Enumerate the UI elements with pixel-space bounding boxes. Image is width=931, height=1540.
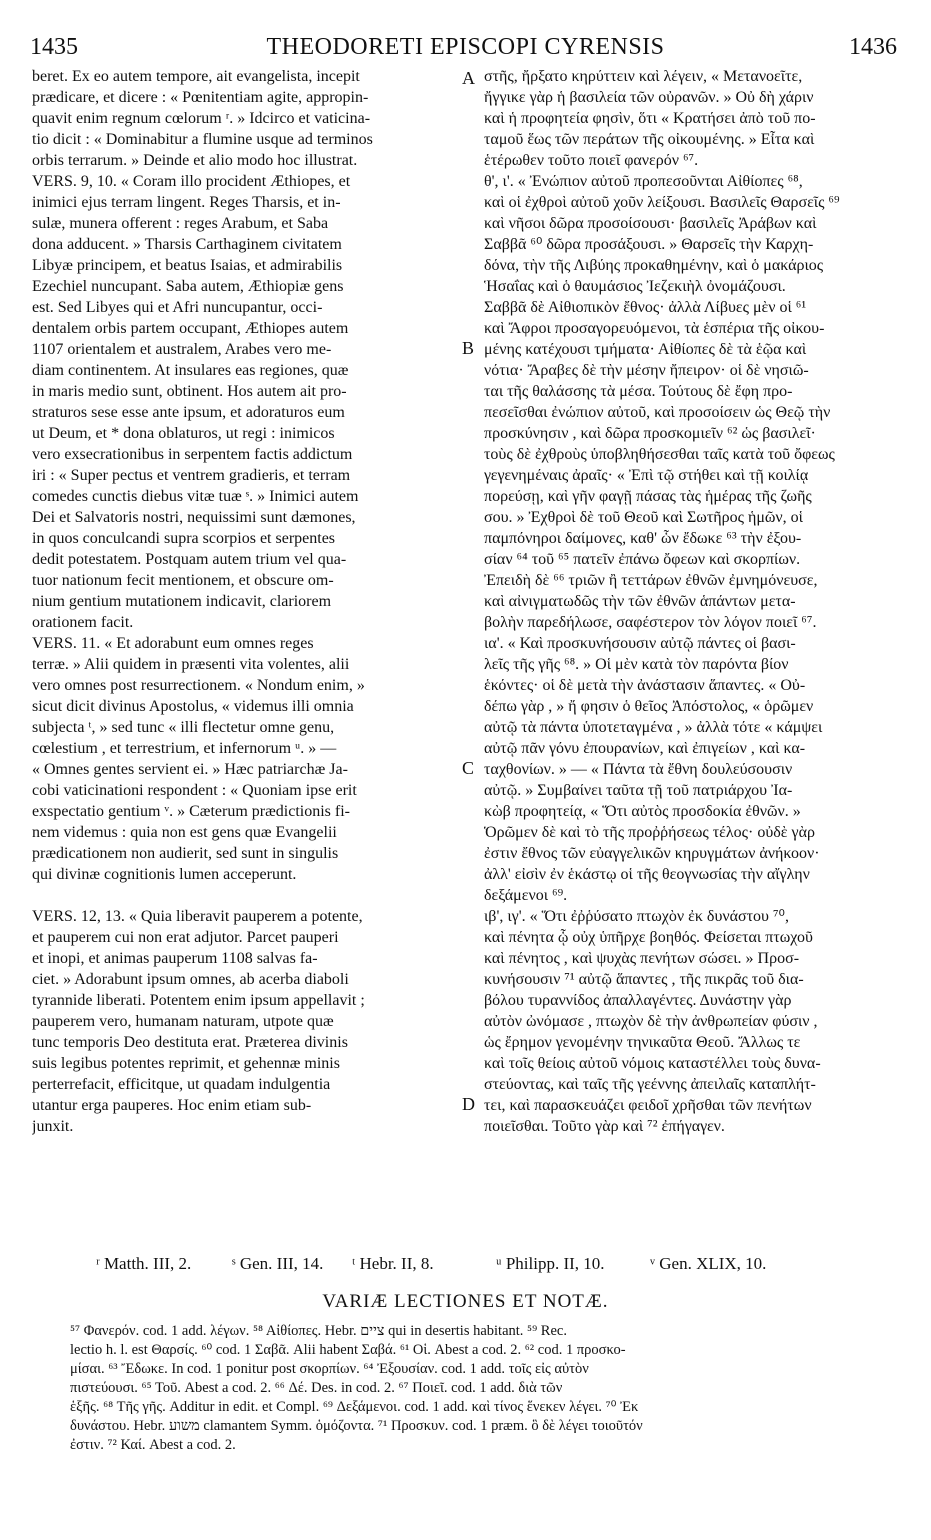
latin-line: straturos sese esse ante ipsum, et adoraturos eum xyxy=(32,404,345,421)
latin-line: vero omnes post resurrectionem. « Nondum enim, » xyxy=(32,677,365,694)
latin-line: quavit enim regnum cœlorum ʳ. » Idcirco et vaticina- xyxy=(32,110,371,127)
latin-line: Dei et Salvatoris nostri, nequissimi sunt dæmones, xyxy=(32,509,356,526)
latin-line: perterrefacit, efficitque, ut quadam indulgentia xyxy=(32,1076,331,1093)
reference-item: ˢ Gen. III, 14. xyxy=(232,1254,324,1273)
greek-line: νότια· Ἄραβες δὲ τὴν μέσην ἤπειρον· οἱ δὲ νησιῶ- xyxy=(484,362,809,379)
greek-line: καὶ τοῖς θείοις αὐτοῦ νόμοις καταστέλλει τοὺς δυνα- xyxy=(484,1055,821,1072)
note-line: μίσαι. ⁶³ Ἔδωκε. In cod. 1 ponitur post σκορπίων. ⁶⁴ Ἐξουσίαν. cod. 1 add. τοῖς εἰς αὐτὸν xyxy=(70,1361,589,1377)
latin-line: prædicationem non audierit, sed sunt in singulis xyxy=(32,845,339,862)
greek-line: Σαββᾶ δὲ Αἰθιοπικὸν ἔθνος· ἀλλὰ Λίβυες μὲν οἱ ⁶¹ xyxy=(484,299,807,316)
latin-line: comedes cunctis diebus vitæ tuæ ˢ. » Inimici autem xyxy=(32,488,359,505)
greek-line: καὶ πένητος , καὶ ψυχὰς πενήτων σώσει. » Προσ- xyxy=(484,950,800,967)
greek-line: θ', ι'. « Ἐνώπιον αὐτοῦ προπεσοῦνται Αἰθίοπες ⁶⁸, xyxy=(484,173,803,190)
greek-line: γεγενημέναις ἀραῖς· « Ἐπὶ τῷ στήθει καὶ τῇ κοιλίᾳ xyxy=(484,467,809,484)
scripture-references xyxy=(0,1254,931,1276)
greek-line: ταχθονίων. » — « Πάντα τὰ ἔθνη δουλεύσουσιν xyxy=(484,761,793,778)
latin-line: ciet. » Adorabunt ipsum omnes, ab acerba diaboli xyxy=(32,971,349,988)
note-line: ⁵⁷ Φανερόν. cod. 1 add. λέγων. ⁵⁸ Αἰθίοπες. Hebr. ציים qui in desertis habitant. ⁵⁹ Rec. xyxy=(70,1323,567,1339)
latin-line: sulæ, munera offerent : reges Arabum, et Saba xyxy=(32,215,329,232)
greek-line: σου. » Ἐχθροὶ δὲ τοῦ Θεοῦ καὶ Σωτῆρος ἡμῶν, οἱ xyxy=(484,509,803,526)
note-line: ἑξῆς. ⁶⁸ Τῆς γῆς. Additur in edit. et Compl. ⁶⁹ Δεξάμενοι. cod. 1 add. καὶ τίνος ἕνεκεν λέγει. ⁷⁰ Ἐκ xyxy=(70,1399,639,1415)
latin-line: Libyæ principem, et beatus Isaias, et admirabilis xyxy=(32,257,343,274)
reference-item: ᵗ Hebr. II, 8. xyxy=(352,1254,434,1273)
greek-line: κὼβ προφητείᾳ, « Ὅτι αὐτὸς προσδοκία ἐθνῶν. » xyxy=(484,803,801,820)
greek-line: προσκύνησιν , καὶ δῶρα προσκομιεῖν ⁶² ὡς βασιλεῖ· xyxy=(484,425,816,442)
latin-line: orationem facit. xyxy=(32,614,134,631)
greek-line: αὐτῷ τὰ πάντα ὑποτεταγμένα , » ἀλλὰ τότε « κάμψει xyxy=(484,719,823,736)
latin-line: exspectatio gentium ᵛ. » Cæterum prædictionis fi- xyxy=(32,803,350,820)
latin-line: nem videmus : quia non est gens quæ Evangelii xyxy=(32,824,337,841)
greek-line: ιβ', ιγ'. « Ὅτι ἐῤῥύσατο πτωχὸν ἐκ δυνάστου ⁷⁰, xyxy=(484,908,789,925)
latin-line: dedit potestatem. Postquam autem trium vel qua- xyxy=(32,551,347,568)
page-number-left: 1435 xyxy=(30,34,78,60)
greek-line: ια'. « Καὶ προσκυνήσουσιν αὐτῷ πάντες οἱ βασι- xyxy=(484,635,796,652)
greek-line: καὶ νῆσοι δῶρα προσοίσουσι· βασιλεῖς Ἀράβων καὶ xyxy=(484,215,817,232)
reference-item: ʳ Matth. III, 2. xyxy=(96,1254,192,1273)
greek-line: ἤγγικε γὰρ ἡ βασιλεία τῶν οὐρανῶν. » Οὐ δὴ χάριν xyxy=(484,89,814,106)
greek-line: ται τῆς θαλάσσης τὰ μέσα. Τούτους δὲ ἔφη προ- xyxy=(484,383,793,400)
greek-line: στεύοντας, καὶ ταῖς τῆς γεέννης ἀπειλαῖς καταπλήτ- xyxy=(484,1076,816,1093)
latin-line: Ezechiel nuncupant. Saba autem, Æthiopiæ gens xyxy=(32,278,344,295)
greek-line: βολὴν παρεδήλωσε, σαφέστερον τὸν λόγον ποιεῖ ⁶⁷. xyxy=(484,614,817,631)
latin-line: VERS. 9, 10. « Coram illo procident Æthiopes, et xyxy=(32,173,351,190)
margin-letter-b: B xyxy=(462,338,475,358)
greek-line: Ἐπειδὴ δὲ ⁶⁶ τριῶν ἢ τεττάρων ἐθνῶν ἐμνημόνευσε, xyxy=(484,572,818,589)
greek-line: πορεύσῃ, καὶ γῆν φαγῇ πάσας τὰς ἡμέρας τῆς ζωῆς xyxy=(484,488,812,505)
paragraph-gap xyxy=(32,885,460,906)
greek-line: Ἡσαΐας καὶ ὁ θαυμάσιος Ἰεζεκιὴλ ὀνομάζουσι. xyxy=(484,278,786,295)
note-line: πιστεύουσι. ⁶⁵ Τοῦ. Abest a cod. 2. ⁶⁶ Δέ. Des. in cod. 2. ⁶⁷ Ποιεῖ. cod. 1 add. διὰ τῶν xyxy=(70,1380,563,1396)
latin-line: sicut dicit divinus Apostolus, « videmus illi omnia xyxy=(32,698,354,715)
greek-line: καὶ ἡ προφητεία φησὶν, ὅτι « Κρατήσει ἀπὸ τοῦ πο- xyxy=(484,110,816,127)
greek-line: ἑκόντες· οἱ δὲ μετὰ τὴν ἀνάστασιν ἅπαντες. « Οὐ- xyxy=(484,677,806,694)
greek-line: Ὁρῶμεν δὲ καὶ τὸ τῆς προῤῥήσεως τέλος· οὐδὲ γὰρ xyxy=(484,824,815,841)
greek-line: αὐτῷ πᾶν γόνυ ἐπουρανίων, καὶ ἐπιγείων , καὶ κα- xyxy=(484,740,806,757)
latin-line: VERS. 11. « Et adorabunt eum omnes reges xyxy=(32,635,314,652)
latin-line: junxit. xyxy=(32,1118,74,1135)
greek-line: ἑτέρωθεν τοῦτο ποιεῖ φανερόν ⁶⁷. xyxy=(484,152,699,169)
page-header xyxy=(0,34,931,62)
latin-line: orbis terrarum. » Deinde et alio modo hoc illustrat. xyxy=(32,152,358,169)
latin-line: inimici ejus terram lingent. Reges Tharsis, et in- xyxy=(32,194,341,211)
note-line: δυνάστου. Hebr. משוע clamantem Symm. ὁμόζοντα. ⁷¹ Προσκυν. cod. 1 præm. ὃ δὲ λέγει τοιοῦτόν xyxy=(70,1418,643,1434)
latin-line: vero exsecrationibus in serpentem factis addictum xyxy=(32,446,353,463)
greek-line: καὶ οἱ ἐχθροὶ αὐτοῦ χοῦν λείξουσι. Βασιλεῖς Θαρσεῖς ⁶⁹ xyxy=(484,194,840,211)
greek-line: δεξάμενοι ⁶⁹. xyxy=(484,887,568,904)
latin-line: diam continentem. At insulares eas regiones, quæ xyxy=(32,362,349,379)
greek-line: ἐστιν ἔθνος τῶν εὐαγγελικῶν κηρυγμάτων ἀνήκοον· xyxy=(484,845,820,862)
greek-line: τει, καὶ παρασκευάζει φειδοῖ χρῆσθαι τῶν πενήτων xyxy=(484,1097,812,1114)
latin-line: est. Sed Libyes qui et Afri nuncupantur, occi- xyxy=(32,299,323,316)
greek-line: αὐτὸν ὠνόμασε , πτωχὸν δὲ τὴν ἀνθρωπείαν φύσιν , xyxy=(484,1013,818,1030)
greek-line: καὶ αἰνιγματωδῶς τὴν τῶν ἐθνῶν ἁπάντων μετα- xyxy=(484,593,796,610)
latin-line: nium gentium mutationem indicavit, clariorem xyxy=(32,593,332,610)
latin-line: VERS. 12, 13. « Quia liberavit pauperem a potente, xyxy=(32,908,363,925)
latin-line: tuor nationum fecit mentionem, et obscure om- xyxy=(32,572,334,589)
greek-line: πεσεῖσθαι ἐνώπιον αὐτοῦ, καὶ προσοίσειν ὡς Θεῷ τὴν xyxy=(484,404,831,421)
variae-lectiones-title: VARIÆ LECTIONES ET NOTÆ. xyxy=(322,1291,609,1312)
greek-line: μένης κατέχουσι τμήματα· Αἰθίοπες δὲ τὰ ἑῷα καὶ xyxy=(484,341,807,358)
latin-line: prædicare, et dicere : « Pœnitentiam agite, appropin- xyxy=(32,89,369,106)
latin-line: cobi vaticinationi respondent : « Quoniam ipse erit xyxy=(32,782,357,799)
running-title: THEODORETI EPISCOPI CYRENSIS xyxy=(266,34,665,60)
greek-line: κυνήσουσιν ⁷¹ αὐτῷ ἅπαντες , τῆς πικρᾶς τοῦ δια- xyxy=(484,971,804,988)
note-line: lectio h. l. est Θαρσίς. ⁶⁰ cod. 1 Σαβᾶ. Alii habent Σαβά. ⁶¹ Oἱ. Abest a cod. 2. ⁶² cod. 1 προσκο- xyxy=(70,1342,626,1358)
page-number-right: 1436 xyxy=(849,34,897,60)
margin-letter-c: C xyxy=(462,758,475,778)
greek-line: δόνα, τὴν τῆς Λιβύης προκαθημένην, καὶ ὁ μακάριος xyxy=(484,257,824,274)
greek-line: βόλου τυραννίδος ἀπαλλαγέντες. Δυνάστην γὰρ xyxy=(484,992,792,1009)
latin-line: « Omnes gentes servient ei. » Hæc patriarchæ Ja- xyxy=(32,761,348,778)
greek-line: σίαν ⁶⁴ τοῦ ⁶⁵ πατεῖν ἐπάνω ὄφεων καὶ σκορπίων. xyxy=(484,551,801,568)
latin-line: utantur erga pauperes. Hoc enim etiam sub- xyxy=(32,1097,312,1114)
latin-line: cœlestium , et terrestrium, et infernorum ᵘ. » — xyxy=(32,740,337,757)
greek-line: στῆς, ἤρξατο κηρύττειν καὶ λέγειν, « Μετανοεῖτε, xyxy=(484,68,803,85)
latin-line: et inopi, et animas pauperum 1108 salvas fa- xyxy=(32,950,318,967)
latin-line: 1107 orientalem et australem, Arabes vero me- xyxy=(32,341,332,358)
greek-line: δέπω γὰρ , » ἤ φησιν ὁ θεῖος Ἀπόστολος, « ὁρῶμεν xyxy=(484,698,814,715)
greek-line: ταμοῦ ἕως τῶν περάτων τῆς οἰκουμένης. » Εἶτα καὶ xyxy=(484,131,815,148)
greek-line: ποιεῖσθαι. Τοῦτο γὰρ καὶ ⁷² ἐπήγαγεν. xyxy=(484,1118,725,1135)
latin-line: suis legibus potentes reprimit, et gehennæ minis xyxy=(32,1055,340,1072)
greek-line: καὶ πένητα ᾧ οὐχ ὑπῆρχε βοηθός. Φείσεται πτωχοῦ xyxy=(484,929,813,946)
greek-line: ὡς ἔρημον γενομένην τηνικαῦτα Θεοῦ. Ἄλλως τε xyxy=(484,1034,801,1051)
greek-line: παμπόνηροι δαίμονες, καθ' ὧν ἔδωκε ⁶³ τὴν ἐξου- xyxy=(484,530,802,547)
note-line: ἐστιν. ⁷² Καί. Abest a cod. 2. xyxy=(70,1437,236,1453)
greek-line: λεῖς τῆς γῆς ⁶⁸. » Οἱ μὲν κατὰ τὸν παρόντα βίον xyxy=(484,656,789,673)
greek-line: τοὺς δὲ ἐχθροὺς ὑποβληθήσεσθαι ταῖς κατὰ τοῦ ὄφεως xyxy=(484,446,835,463)
margin-letter-a: A xyxy=(462,68,475,88)
latin-line: tyrannide liberati. Potentem enim ipsum appellavit ; xyxy=(32,992,365,1009)
latin-line: ut Deum, et * dona oblaturos, ut regi : inimicos xyxy=(32,425,335,442)
latin-line: in quos conculcandi supra scorpios et serpentes xyxy=(32,530,336,547)
latin-line: pauperem vero, humanam naturam, utpote quæ xyxy=(32,1013,334,1030)
margin-letter-d: D xyxy=(462,1094,475,1114)
greek-line: ἀλλ' εἰσὶν ἐν ἑκάστῳ οἱ τῆς θεογνωσίας τὴν αἴγλην xyxy=(484,866,810,883)
latin-line: terræ. » Alii quidem in præsenti vita volentes, alii xyxy=(32,656,350,673)
greek-line: καὶ Ἄφροι προσαγορευόμενοι, τὰ ἑσπέρια τῆς οἰκου- xyxy=(484,320,825,337)
latin-line: beret. Ex eo autem tempore, ait evangelista, incepit xyxy=(32,68,360,85)
reference-item: ᵘ Philipp. II, 10. xyxy=(496,1254,605,1273)
latin-line: qui divinæ cognitionis lumen acceperunt. xyxy=(32,866,297,883)
latin-line: subjecta ᵗ, » sed tunc « illi flectetur omne genu, xyxy=(32,719,335,736)
latin-column xyxy=(32,66,460,1137)
notes-section xyxy=(70,1322,910,1455)
greek-line: αὐτῷ. » Συμβαίνει ταῦτα τῇ τοῦ πατριάρχου Ἰα- xyxy=(484,782,793,799)
latin-line: tunc temporis Deo destituta erat. Præterea divinis xyxy=(32,1034,348,1051)
latin-line: dentalem orbis partem occupant, Æthiopes autem xyxy=(32,320,349,337)
greek-column xyxy=(484,66,904,1137)
latin-line: iri : « Super pectus et ventrem gradieris, et terram xyxy=(32,467,351,484)
latin-line: dona adducent. » Tharsis Carthaginem civitatem xyxy=(32,236,342,253)
latin-line: tio dicit : « Dominabitur a flumine usque ad terminos xyxy=(32,131,373,148)
reference-item: ᵛ Gen. XLIX, 10. xyxy=(650,1254,767,1273)
greek-line: Σαββᾶ ⁶⁰ δῶρα προσάξουσι. » Θαρσεῖς τὴν Καρχη- xyxy=(484,236,814,253)
latin-line: et pauperem cui non erat adjutor. Parcet pauperi xyxy=(32,929,339,946)
latin-line: in maris medio sunt, obtinent. Hos autem ait pro- xyxy=(32,383,347,400)
